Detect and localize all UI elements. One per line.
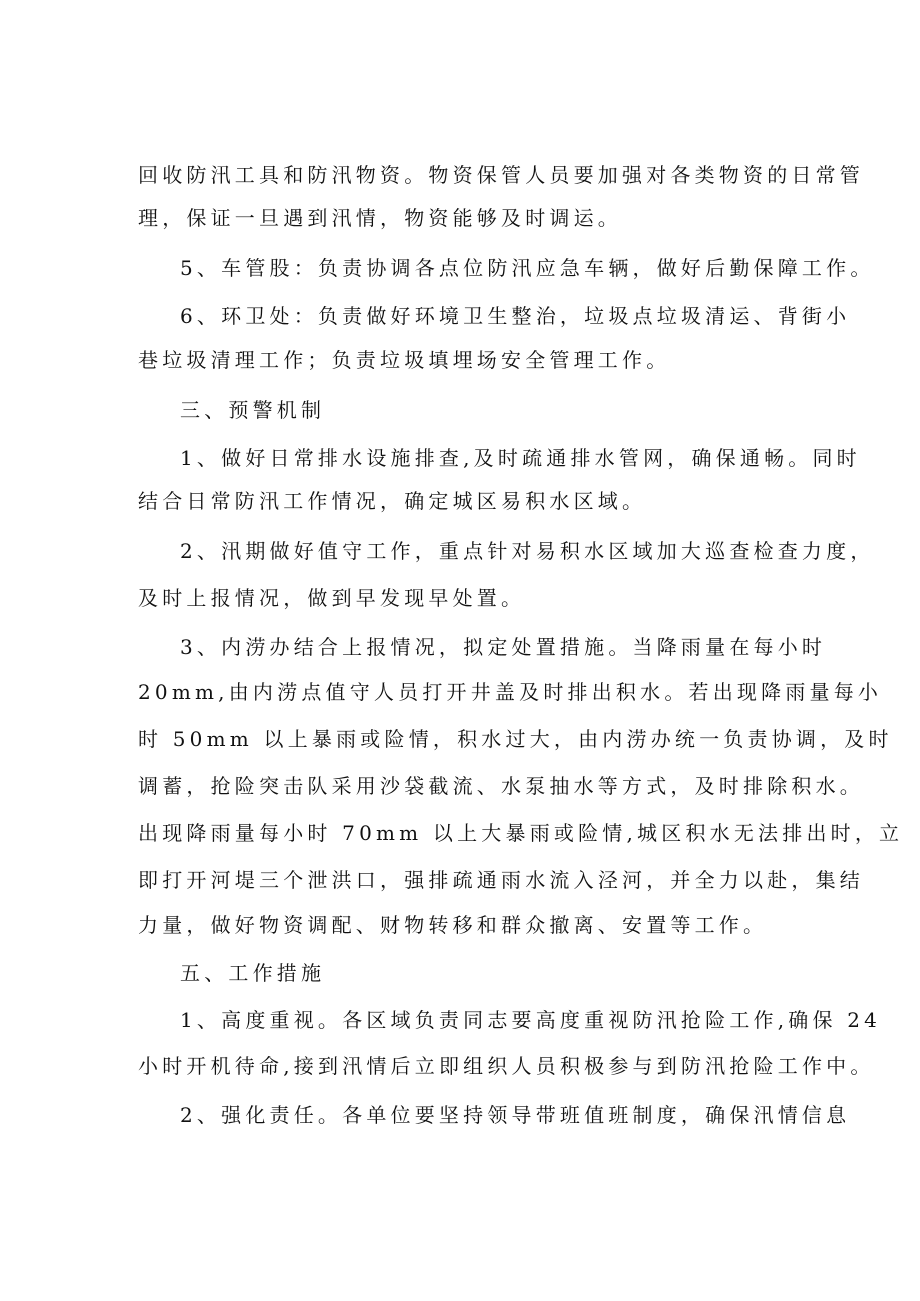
paragraph-6-line-1: 3、内涝办结合上报情况，拟定处置措施。当降雨量在每小时 [180, 635, 827, 659]
paragraph-3-line-1: 6、环卫处：负责做好环境卫生整治，垃圾点垃圾清运、背街小 [180, 304, 851, 328]
section-heading-three: 三、预警机制 [180, 398, 326, 422]
paragraph-8-line-1: 2、强化责任。各单位要坚持领导带班值班制度，确保汛情信息 [180, 1103, 851, 1127]
paragraph-7-line-1: 1、高度重视。各区域负责同志要高度重视防汛抢险工作,确保 24 [180, 1008, 882, 1032]
section-heading-five: 五、工作措施 [180, 961, 326, 985]
paragraph-4-line-2: 结合日常防汛工作情况，确定城区易积水区域。 [138, 489, 647, 513]
paragraph-6-line-2: 20mm,由内涝点值守人员打开井盖及时排出积水。若出现降雨量每小 [138, 680, 883, 704]
paragraph-6-line-6: 即打开河堤三个泄洪口，强排疏通雨水流入泾河，并全力以赴，集结 [138, 868, 864, 892]
paragraph-6-line-7: 力量，做好物资调配、财物转移和群众撤离、安置等工作。 [138, 913, 768, 937]
paragraph-7-line-2: 小时开机待命,接到汛情后立即组织人员积极参与到防汛抢险工作中。 [138, 1054, 875, 1078]
paragraph-5-line-1: 2、汛期做好值守工作，重点针对易积水区域加大巡查检查力度， [180, 539, 875, 563]
paragraph-1-line-2: 理，保证一旦遇到汛情，物资能够及时调运。 [138, 206, 622, 230]
paragraph-6-line-3: 时 50mm 以上暴雨或险情，积水过大，由内涝办统一负责协调，及时 [138, 727, 893, 751]
paragraph-3-line-2: 巷垃圾清理工作；负责垃圾填埋场安全管理工作。 [138, 348, 671, 372]
paragraph-2-line-1: 5、车管股：负责协调各点位防汛应急车辆，做好后勤保障工作。 [180, 256, 875, 280]
paragraph-1-line-1: 回收防汛工具和防汛物资。物资保管人员要加强对各类物资的日常管 [138, 163, 864, 187]
paragraph-6-line-4: 调蓄，抢险突击队采用沙袋截流、水泵抽水等方式，及时排除积水。 [138, 774, 864, 798]
paragraph-4-line-1: 1、做好日常排水设施排查,及时疏通排水管网，确保通畅。同时 [180, 446, 861, 470]
paragraph-6-line-5: 出现降雨量每小时 70mm 以上大暴雨或险情,城区积水无法排出时，立 [138, 821, 904, 845]
paragraph-5-line-2: 及时上报情况，做到早发现早处置。 [138, 586, 526, 610]
